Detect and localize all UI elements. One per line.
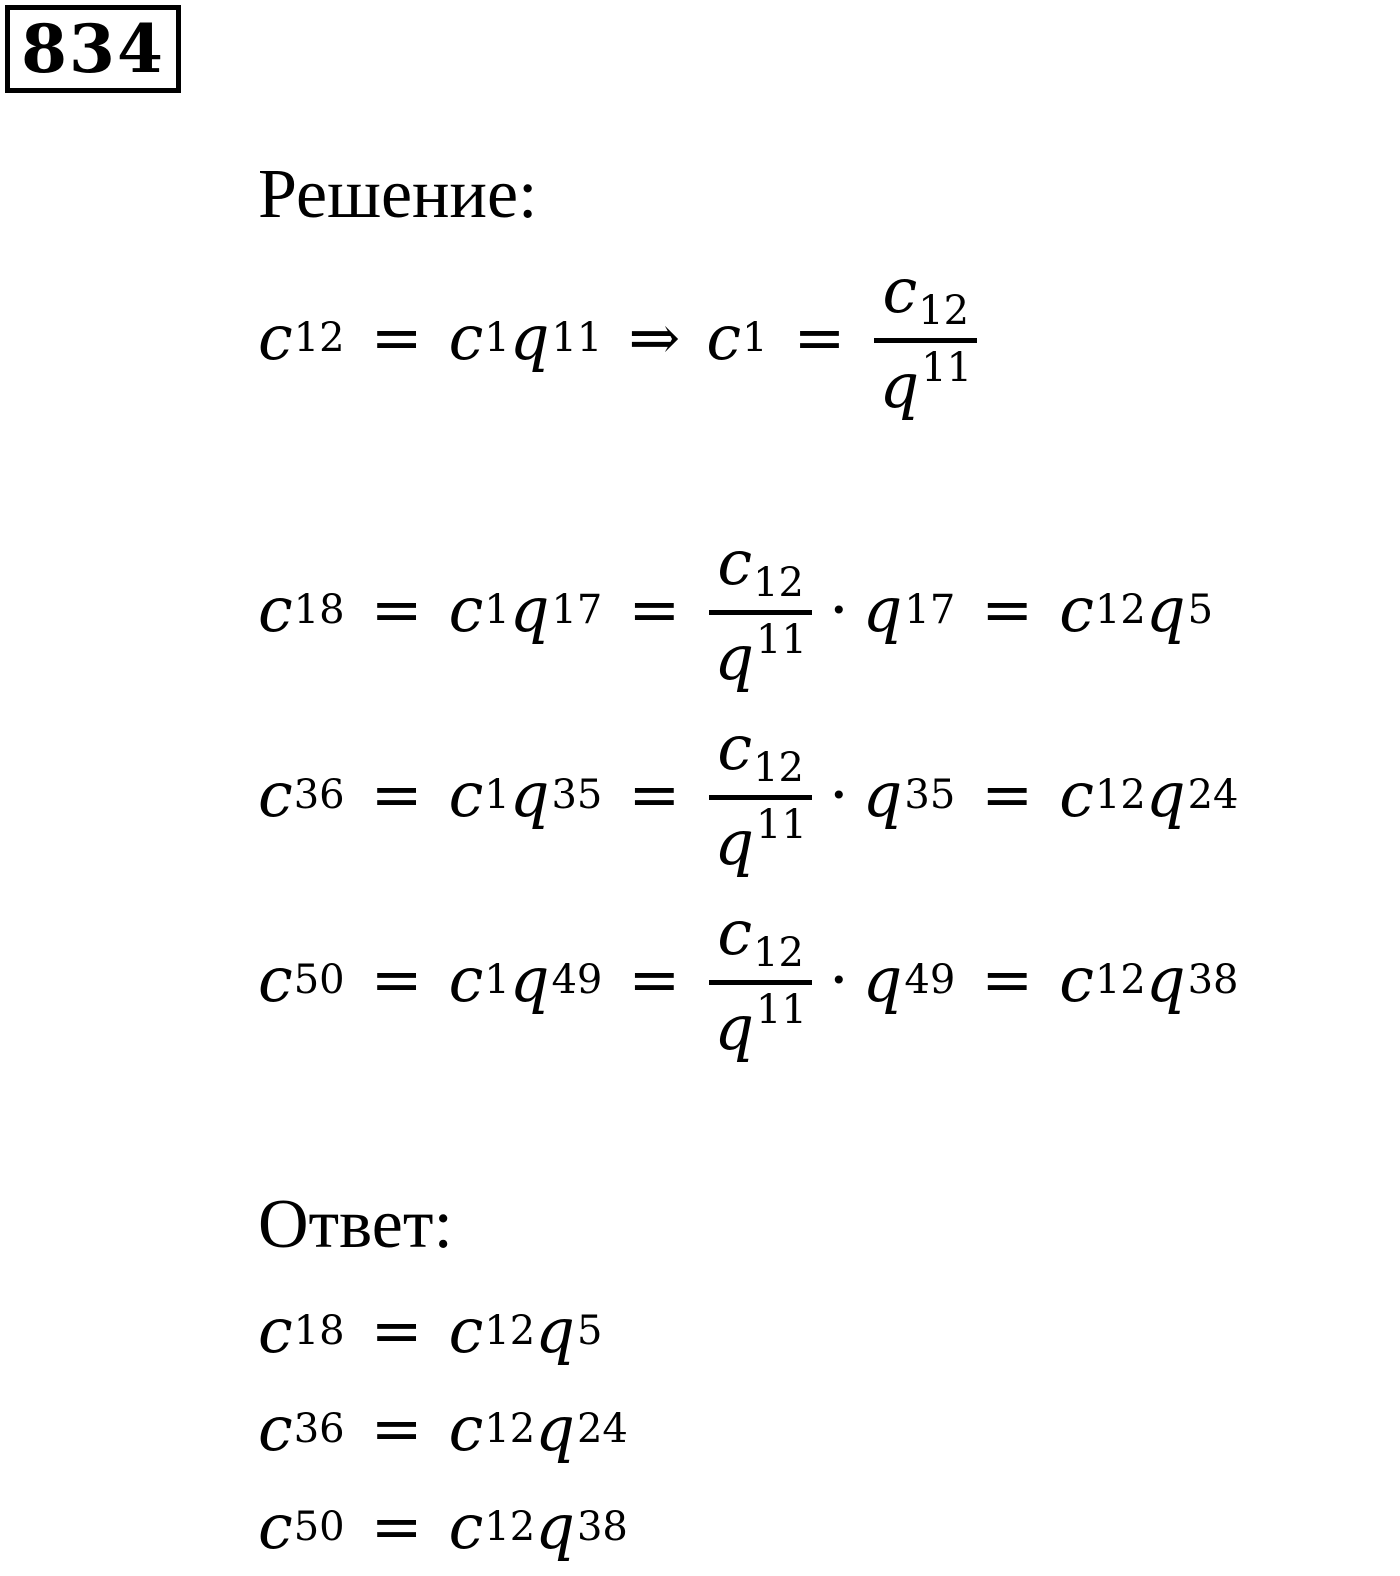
exponent: 11 [921,345,973,391]
var-c: c [258,1490,293,1563]
subscript: 12 [1094,957,1146,1004]
var-q: q [1145,573,1186,647]
exponent: 11 [551,315,603,362]
equals-sign: = [628,573,681,647]
var-c: c [258,301,293,375]
var-q: q [714,991,755,1064]
subscript: 12 [484,1406,536,1452]
equals-sign: = [628,758,681,832]
exponent: 5 [1187,587,1214,634]
var-c: c [448,301,484,375]
exponent: 35 [904,772,956,819]
equation-line-4 [258,896,1239,1064]
subscript: 12 [484,1308,536,1354]
exponent: 11 [756,802,807,848]
var-q: q [509,943,550,1017]
problem-number: 834 [5,5,181,93]
exponent: 24 [1187,772,1239,819]
implies-sign: ⇒ [628,301,681,375]
subscript: 12 [753,930,804,976]
var-c: c [1059,943,1094,1017]
var-c: c [448,1490,484,1563]
fraction-numerator [709,711,812,800]
answer-line-2 [258,1392,628,1465]
fraction [871,254,980,422]
var-c: c [448,1392,484,1465]
equals-sign: = [370,1490,423,1563]
fraction [706,896,815,1064]
exponent: 49 [551,957,603,1004]
var-c: c [882,254,918,327]
var-c: c [1059,573,1094,647]
equals-sign: = [370,1294,423,1367]
multiply-dot: · [828,943,849,1017]
var-c: c [448,943,484,1017]
exponent: 5 [576,1308,603,1354]
var-c: c [448,1294,484,1367]
subscript: 36 [293,1406,345,1452]
subscript: 12 [918,288,970,334]
var-c: c [1059,758,1094,832]
var-q: q [1145,758,1186,832]
subscript: 12 [293,315,345,362]
var-q: q [862,573,903,647]
subscript: 18 [293,1308,345,1354]
subscript: 18 [293,587,345,634]
fraction [706,526,815,694]
equation-line-3 [258,711,1239,879]
var-q: q [509,573,550,647]
exponent: 11 [756,987,807,1033]
var-c: c [258,1392,293,1465]
equals-sign: = [981,943,1034,1017]
exponent: 24 [576,1406,628,1452]
equals-sign: = [981,573,1034,647]
answer-line-1 [258,1294,603,1367]
var-q: q [714,621,755,694]
equation-line-1 [258,254,980,422]
exponent: 17 [551,587,603,634]
equals-sign: = [793,301,846,375]
subscript: 1 [742,315,768,362]
var-q: q [535,1392,575,1465]
var-c: c [717,526,753,599]
exponent: 49 [904,957,956,1004]
subscript: 12 [484,1504,536,1550]
var-c: c [717,896,753,969]
var-q: q [509,301,550,375]
equation-line-2 [258,526,1214,694]
multiply-dot: · [828,573,849,647]
answer-label: Ответ: [258,1186,453,1263]
fraction-numerator [709,896,812,985]
var-c: c [258,758,293,832]
fraction-denominator [871,343,980,422]
subscript: 1 [484,957,510,1004]
var-c: c [448,573,484,647]
subscript: 1 [484,772,510,819]
subscript: 1 [484,587,510,634]
subscript: 12 [1094,587,1146,634]
equals-sign: = [370,573,423,647]
exponent: 11 [756,617,807,663]
fraction [706,711,815,879]
equals-sign: = [981,758,1034,832]
var-q: q [862,758,903,832]
var-c: c [258,943,293,1017]
var-c: c [258,1294,293,1367]
subscript: 1 [484,315,510,362]
fraction-numerator [709,526,812,615]
subscript: 50 [293,957,345,1004]
solution-label: Решение: [258,156,538,233]
var-q: q [535,1294,575,1367]
fraction-numerator [874,254,977,343]
var-c: c [448,758,484,832]
subscript: 50 [293,1504,345,1550]
exponent: 17 [904,587,956,634]
var-c: c [258,573,293,647]
exponent: 38 [576,1504,628,1550]
equals-sign: = [370,301,423,375]
subscript: 12 [1094,772,1146,819]
equals-sign: = [370,758,423,832]
subscript: 12 [753,745,804,791]
subscript: 36 [293,772,345,819]
answer-line-3 [258,1490,628,1563]
fraction-denominator [706,985,815,1064]
var-q: q [1145,943,1186,1017]
exponent: 35 [551,772,603,819]
var-q: q [879,349,920,422]
var-q: q [714,806,755,879]
var-c: c [706,301,742,375]
equals-sign: = [370,1392,423,1465]
equals-sign: = [628,943,681,1017]
equals-sign: = [370,943,423,1017]
fraction-denominator [706,615,815,694]
var-c: c [717,711,753,784]
fraction-denominator [706,800,815,879]
var-q: q [862,943,903,1017]
exponent: 38 [1187,957,1239,1004]
var-q: q [509,758,550,832]
subscript: 12 [753,560,804,606]
var-q: q [535,1490,575,1563]
multiply-dot: · [828,758,849,832]
